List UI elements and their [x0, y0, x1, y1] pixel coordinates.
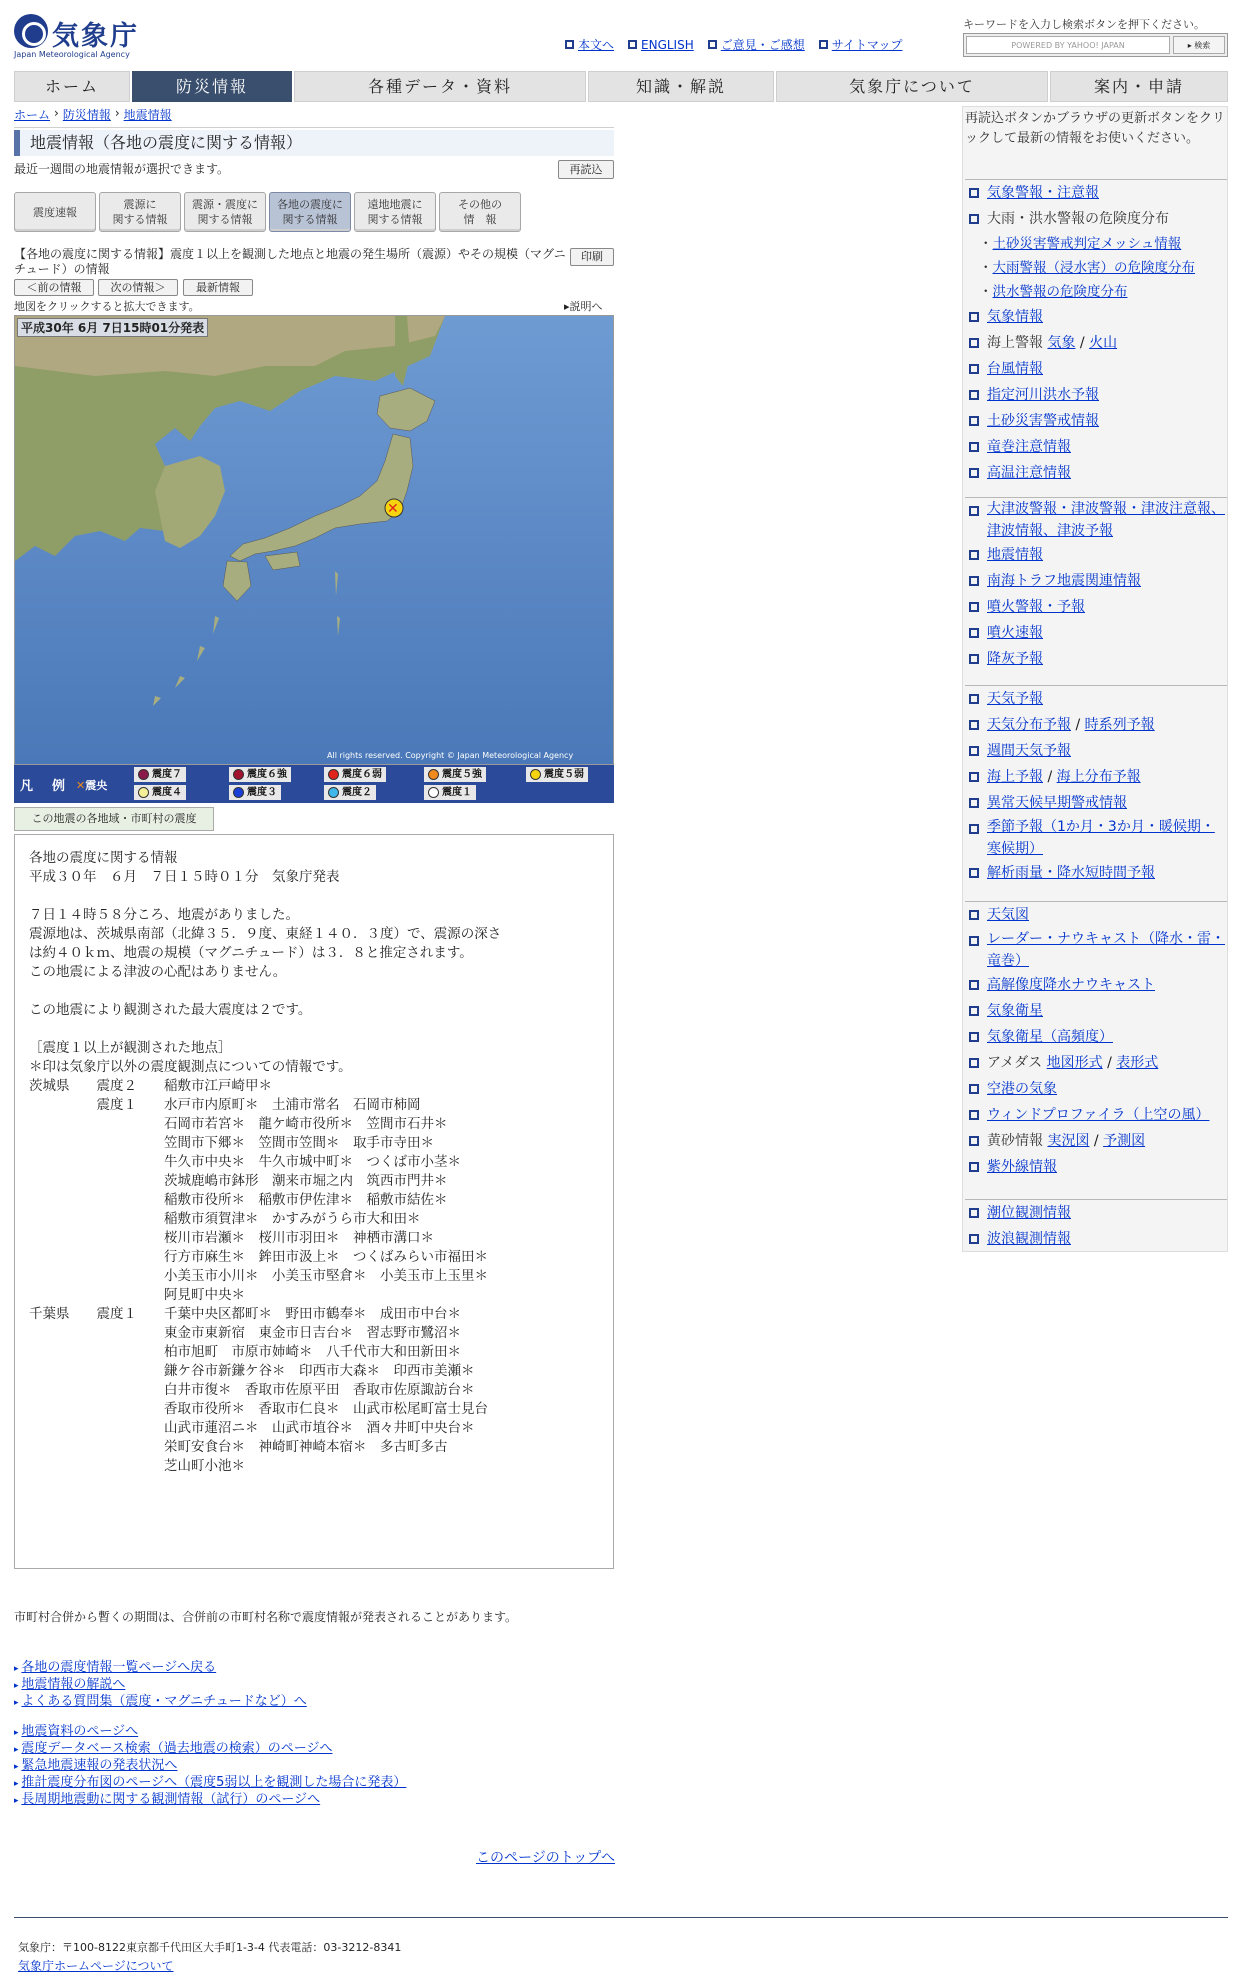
category-label: 遠地地震に [367, 198, 423, 211]
category-label: 関する情報 [112, 213, 168, 226]
sidebar-link[interactable]: 気象衛星（高頻度） [987, 1029, 1113, 1045]
breadcrumb-disaster[interactable]: 防災情報 [62, 108, 111, 122]
sidebar-subitem[interactable] [965, 232, 1227, 256]
sidebar-link[interactable]: 海上予報 [987, 769, 1043, 785]
map-timestamp: 平成30年 6月 7日15時01分発表 [17, 318, 208, 337]
intensity-dot-icon [428, 769, 439, 780]
sidebar-item[interactable] [965, 568, 1227, 594]
square-bullet-icon [969, 312, 979, 322]
square-bullet-icon [969, 1058, 979, 1068]
sidebar-group-marine [965, 1199, 1227, 1252]
square-bullet-icon [969, 628, 979, 638]
category-local-intensity[interactable] [269, 192, 351, 232]
sidebar-link[interactable]: 週間天気予報 [987, 743, 1071, 759]
square-bullet-icon [969, 936, 979, 946]
sidebar-link[interactable]: 火山 [1089, 335, 1118, 351]
sidebar-item[interactable] [965, 460, 1227, 486]
sidebar-item: 天気分布予報 / 時系列予報 [965, 712, 1227, 738]
sidebar-item: 海上警報 気象 / 火山 [965, 330, 1227, 356]
footer-address: 気象庁：〒100-8122東京都千代田区大手町1-3-4 代表電話：03-3212-8341 [18, 1941, 402, 1954]
intensity-dot-icon [328, 787, 339, 798]
square-bullet-icon [969, 1110, 979, 1120]
sidebar-item[interactable] [965, 542, 1227, 568]
legend-item [134, 785, 186, 800]
divider [14, 127, 614, 128]
sidebar-item[interactable] [965, 1024, 1227, 1050]
square-bullet-icon [969, 1006, 979, 1016]
header-link-sitemap[interactable] [819, 36, 903, 53]
square-bullet-icon [819, 40, 828, 49]
footer-about-link[interactable]: 気象庁ホームページについて [18, 1959, 174, 1973]
sidebar-group-forecast [965, 685, 1227, 886]
square-bullet-icon [969, 416, 979, 426]
intensity-dot-icon [233, 769, 244, 780]
sidebar-item[interactable] [965, 928, 1227, 972]
square-bullet-icon [969, 1084, 979, 1094]
sidebar-item [965, 206, 1227, 232]
nav-tab-data[interactable]: 各種データ・資料 [294, 71, 586, 102]
page-title: 地震情報（各地の震度に関する情報） [14, 130, 614, 156]
sidebar-item[interactable] [965, 1076, 1227, 1102]
search-input[interactable]: POWERED BY YAHOO! JAPAN [966, 36, 1170, 54]
print-button[interactable]: 印刷 [570, 248, 614, 266]
sidebar-group-weather-warnings [965, 179, 1227, 486]
search-form [963, 33, 1228, 57]
square-bullet-icon [969, 772, 979, 782]
sidebar-link[interactable]: 紫外線情報 [987, 1159, 1057, 1175]
category-label: 関する情報 [367, 213, 423, 226]
sidebar-link[interactable]: 気象衛星 [987, 1003, 1043, 1019]
link-eew-status[interactable]: 緊急地震速報の発表状況へ [21, 1758, 178, 1773]
footer-divider [14, 1917, 1228, 1918]
sidebar-item: アメダス 地図形式 / 表形式 [965, 1050, 1227, 1076]
legend-label: 震度３ [247, 787, 277, 798]
category-label: 震度速報 [33, 205, 77, 219]
square-bullet-icon [969, 550, 979, 560]
legend-title: 凡 例 [20, 779, 69, 794]
sidebar-link[interactable]: 降灰予報 [987, 651, 1043, 667]
sidebar-link[interactable]: 潮位観測情報 [987, 1205, 1071, 1221]
square-bullet-icon [969, 338, 979, 348]
header-link-feedback[interactable] [708, 36, 805, 53]
square-bullet-icon [969, 720, 979, 730]
sidebar-item[interactable] [965, 382, 1227, 408]
square-bullet-icon [969, 506, 979, 516]
legend-label: 震度６強 [247, 769, 287, 780]
sidebar-item[interactable] [965, 902, 1227, 928]
square-bullet-icon [969, 654, 979, 664]
category-label: 関する情報 [197, 213, 253, 226]
sidebar-link[interactable]: ・ 大雨警報（浸水害）の危険度分布 [992, 260, 1195, 276]
square-bullet-icon [565, 40, 574, 49]
sidebar-subitem[interactable] [965, 256, 1227, 280]
breadcrumb [14, 106, 172, 123]
category-distant[interactable] [354, 192, 436, 232]
category-intensity-flash[interactable] [14, 192, 96, 232]
square-bullet-icon [969, 824, 979, 834]
category-hypocenter[interactable] [99, 192, 181, 232]
sidebar-item[interactable] [965, 1154, 1227, 1180]
legend-label: 震度４ [152, 787, 182, 798]
sidebar-link[interactable]: 高温注意情報 [987, 465, 1071, 481]
legend-label: 震度７ [152, 769, 182, 780]
category-label: 関する情報 [282, 213, 338, 226]
legend-item [324, 785, 376, 800]
epicenter-marker-icon: ✕ [387, 501, 399, 517]
sidebar-link[interactable]: 表形式 [1116, 1055, 1159, 1071]
sidebar-item[interactable] [965, 356, 1227, 382]
logo-text[interactable]: 気象庁 [52, 21, 139, 52]
category-label: 震源・震度に [192, 198, 258, 211]
sidebar-note: 再読込ボタンかブラウザの更新ボタンをクリックして最新の情報をお使いください。 [965, 111, 1226, 146]
sidebar-link[interactable]: 大津波警報・津波警報・津波注意報、津波情報、津波予報 [987, 501, 1225, 539]
square-bullet-icon [969, 602, 979, 612]
merge-note: 市町村合併から暫くの期間は、合併前の市町村名称で震度情報が発表されることがあります。 [14, 1610, 518, 1624]
epicenter-x-icon: ✕ [76, 779, 86, 792]
sidebar [962, 106, 1228, 1252]
logo-subtext: Japan Meteorological Agency [14, 50, 130, 59]
sidebar-item[interactable] [965, 1102, 1227, 1128]
sidebar-link[interactable]: 噴火速報 [987, 625, 1043, 641]
header-link-english[interactable] [628, 36, 694, 53]
sidebar-link[interactable]: ・ 洪水警報の危険度分布 [992, 284, 1128, 300]
sidebar-group-earthquake [965, 497, 1227, 672]
sidebar-subitem[interactable] [965, 280, 1227, 304]
page-top-link[interactable]: このページのトップへ [476, 1850, 616, 1866]
intensity-dot-icon [328, 769, 339, 780]
sidebar-link[interactable]: 季節予報（1か月・3か月・暖候期・寒候期） [987, 819, 1215, 857]
sidebar-item[interactable] [965, 816, 1227, 860]
sidebar-link[interactable]: 高解像度降水ナウキャスト [987, 977, 1155, 993]
sidebar-item[interactable] [965, 620, 1227, 646]
square-bullet-icon [969, 1234, 979, 1244]
square-bullet-icon [969, 1162, 979, 1172]
explain-link[interactable]: ▸説明へ [564, 300, 603, 313]
legend-item [134, 767, 186, 782]
nav-tab-home[interactable]: ホーム [14, 71, 130, 102]
sidebar-link[interactable]: 天気予報 [987, 691, 1043, 707]
header-links [565, 36, 902, 53]
legend-label: 震度１ [442, 787, 472, 798]
square-bullet-icon [969, 214, 979, 224]
search-button[interactable]: ▸ 検索 [1173, 36, 1225, 54]
link-long-period[interactable]: 長周期地震動に関する観測情報（試行）のページへ [21, 1792, 321, 1807]
sidebar-link[interactable]: 波浪観測情報 [987, 1231, 1071, 1247]
jma-logo-icon[interactable] [14, 14, 48, 48]
map-hint: 地図をクリックすると拡大できます。 [14, 300, 200, 313]
sidebar-item[interactable] [965, 408, 1227, 434]
info-description: 【各地の震度に関する情報】震度１以上を観測した地点と地震の発生場所（震源）やその規模（マグニチュード）の情報 [14, 247, 566, 276]
sidebar-link[interactable]: 気象 [1047, 335, 1076, 351]
square-bullet-icon [969, 576, 979, 586]
category-other[interactable] [439, 192, 521, 232]
sidebar-label: 大雨・洪水警報の危険度分布 [987, 211, 1169, 227]
sidebar-item[interactable] [965, 304, 1227, 330]
square-bullet-icon [969, 390, 979, 400]
category-label: その他の [458, 198, 502, 211]
header-link-label[interactable]: ご意見・ご感想 [720, 38, 805, 52]
sidebar-link[interactable]: 海上分布予報 [1056, 769, 1141, 785]
legend-item [229, 767, 291, 782]
sidebar-link[interactable]: 気象警報・注意報 [987, 185, 1099, 201]
sidebar-link[interactable]: 気象情報 [987, 309, 1043, 325]
link-intensity-database[interactable]: 震度データベース検索（過去地震の検索）のページへ [21, 1741, 333, 1756]
sidebar-item[interactable] [965, 498, 1227, 542]
legend-item [229, 785, 281, 800]
legend-epicenter [76, 777, 107, 793]
sidebar-link[interactable]: ・ 土砂災害警戒判定メッシュ情報 [992, 236, 1182, 252]
sidebar-link[interactable]: 天気分布予報 [987, 717, 1071, 733]
square-bullet-icon [628, 40, 637, 49]
square-bullet-icon [969, 868, 979, 878]
sidebar-link[interactable]: 時系列予報 [1084, 717, 1155, 733]
square-bullet-icon [969, 1032, 979, 1042]
sidebar-item[interactable] [965, 434, 1227, 460]
header-link-label[interactable]: サイトマップ [831, 38, 903, 52]
link-faq[interactable]: よくある質問集（震度・マグニチュードなど）へ [21, 1694, 307, 1709]
square-bullet-icon [969, 798, 979, 808]
next-info-button[interactable]: 次の情報＞ [98, 279, 178, 296]
intensity-dot-icon [138, 769, 149, 780]
sidebar-link[interactable]: 竜巻注意情報 [987, 439, 1071, 455]
sidebar-link[interactable]: 予測図 [1103, 1133, 1146, 1149]
sidebar-label: 黄砂情報 [987, 1133, 1043, 1149]
seismic-map[interactable] [14, 315, 614, 765]
sidebar-link[interactable]: 地図形式 [1046, 1055, 1103, 1071]
sidebar-link[interactable]: 異常天候早期警戒情報 [987, 795, 1127, 811]
nav-tab-knowledge[interactable]: 知識・解説 [588, 71, 774, 102]
legend-label: 震度６弱 [342, 769, 382, 780]
sidebar-item: 黄砂情報 実況図 / 予測図 [965, 1128, 1227, 1154]
sidebar-item[interactable] [965, 1226, 1227, 1252]
related-links-b [14, 1724, 406, 1809]
sidebar-label: アメダス [987, 1055, 1043, 1071]
legend-item [424, 767, 486, 782]
sidebar-link[interactable]: 土砂災害警戒情報 [987, 413, 1099, 429]
legend-item [324, 767, 386, 782]
chevron-right-icon: › [114, 106, 120, 120]
map-graphic [15, 316, 614, 765]
breadcrumb-earthquake[interactable]: 地震情報 [123, 108, 172, 122]
legend-item [526, 767, 588, 782]
map-legend [14, 765, 614, 803]
chevron-right-icon: › [54, 106, 59, 120]
intensity-dot-icon [530, 769, 541, 780]
square-bullet-icon [969, 694, 979, 704]
latest-info-button[interactable]: 最新情報 [183, 279, 253, 296]
category-buttons [14, 192, 521, 232]
square-bullet-icon [969, 364, 979, 374]
related-links-a [14, 1660, 307, 1711]
sidebar-link[interactable]: 解析雨量・降水短時間予報 [987, 865, 1155, 881]
square-bullet-icon [969, 188, 979, 198]
legend-item [424, 785, 476, 800]
sidebar-link[interactable]: 指定河川洪水予報 [987, 387, 1099, 403]
sidebar-label: 海上警報 [987, 335, 1043, 351]
link-explanation[interactable]: 地震情報の解説へ [21, 1677, 126, 1692]
header-link-label[interactable]: 本文へ [578, 38, 615, 52]
link-earthquake-data[interactable]: 地震資料のページへ [21, 1724, 139, 1739]
prev-info-button[interactable]: ＜前の情報 [14, 279, 94, 296]
intensity-dot-icon [138, 787, 149, 798]
report-text: 各地の震度に関する情報 平成３０年 ６月 ７日１５時０１分 気象庁発表 ７日１４時５８分ころ、地震がありました。 震源地は、茨城県南部（北緯３５．９度、東経１４０．３度）で、震源の深さ は約４０ｋｍ、地震の規模（マグニチュード）は３．８と推定されます。 この地震による津波の心配はありません。 この地震により観測された最大震度は２です。 ［震度１以上が観測された地点］ ＊印は気象庁以外の震度観測点についての情報です。 茨城県 震度２ 稲敷市江戸崎甲＊ 震度１ 水戸市内原町＊ 土浦市常名 石岡市柿岡 石岡市若宮＊ 龍ケ崎市役所＊ 笠間市石井＊ 笠間市下郷＊ 笠間市笠間＊ 取手市寺田＊ 牛久市中央＊ 牛久市城中町＊ つくば市小茎＊ 茨城鹿嶋市鉢形 潮来市堀之内 筑西市門井＊ 稲敷市役所＊ 稲敷市伊佐津＊ 稲敷市結佐＊ 稲敷市須賀津＊ かすみがうら市大和田＊ 桜川市岩瀬＊ 桜川市羽田＊ 神栖市溝口＊ 行方市麻生＊ 鉾田市汲上＊ つくばみらい市福田＊ 小美玉市小川＊ 小美玉市堅倉＊ 小美玉市上玉里＊ 阿見町中央＊ 千葉県 震度１ 千葉中央区都町＊ 野田市鶴奉＊ 成田市中台＊ 東金市東新宿 東金市日吉台＊ 習志野市鷺沼＊ 柏市旭町 市原市姉崎＊ 八千代市大和田新田＊ 鎌ケ谷市新鎌ケ谷＊ 印西市大森＊ 印西市美瀬＊ 白井市復＊ 香取市佐原平田 香取市佐原諏訪台＊ 香取市役所＊ 香取市仁良＊ 山武市松尾町富士見台 山武市蓮沼ニ＊ 山武市埴谷＊ 酒々井町中央台＊ 栄町安食台＊ 神崎町神崎本宿＊ 多古町多古 芝山町小池＊ [14, 834, 614, 1569]
square-bullet-icon [969, 442, 979, 452]
sidebar-link[interactable]: 南海トラフ地震関連情報 [987, 573, 1141, 589]
sidebar-group-observation [965, 901, 1227, 1180]
square-bullet-icon [969, 468, 979, 478]
sidebar-item[interactable] [965, 998, 1227, 1024]
square-bullet-icon [969, 746, 979, 756]
sidebar-link[interactable]: 地震情報 [987, 547, 1043, 563]
intensity-dot-icon [428, 787, 439, 798]
sidebar-item[interactable] [965, 1200, 1227, 1226]
category-label: 震源に [123, 198, 157, 211]
global-nav [14, 71, 1228, 102]
link-intensity-list[interactable]: 各地の震度情報一覧ページへ戻る [21, 1660, 217, 1675]
header-link-main[interactable] [565, 36, 614, 53]
square-bullet-icon [708, 40, 717, 49]
sidebar-link[interactable]: 台風情報 [987, 361, 1043, 377]
legend-label: 震度２ [342, 787, 372, 798]
square-bullet-icon [969, 1208, 979, 1218]
reload-button[interactable]: 再読込 [558, 160, 614, 179]
sidebar-item[interactable] [965, 646, 1227, 672]
legend-epicenter-label: 震央 [85, 779, 108, 792]
sidebar-item[interactable] [965, 180, 1227, 206]
sidebar-link[interactable]: ウィンドプロファイラ（上空の風） [987, 1107, 1210, 1123]
nav-tab-about[interactable]: 気象庁について [776, 71, 1048, 102]
legend-label: 震度５弱 [544, 769, 584, 780]
tab-municipal-intensity[interactable]: この地震の各地域・市町村の震度 [14, 807, 214, 831]
legend-label: 震度５強 [442, 769, 482, 780]
breadcrumb-home[interactable]: ホーム [14, 108, 51, 122]
header-link-label[interactable]: ENGLISH [641, 37, 694, 52]
sidebar-item[interactable] [965, 594, 1227, 620]
nav-tab-guide[interactable]: 案内・申請 [1050, 71, 1228, 102]
sidebar-link[interactable]: 実況図 [1047, 1133, 1090, 1149]
nav-tab-disaster[interactable]: 防災情報 [132, 71, 292, 102]
sidebar-item[interactable] [965, 686, 1227, 712]
sidebar-item[interactable] [965, 738, 1227, 764]
category-label: 各地の震度に [277, 198, 343, 211]
search-note: キーワードを入力し検索ボタンを押下ください。 [963, 18, 1205, 31]
link-estimated-map[interactable]: 推計震度分布図のページへ（震度5弱以上を観測した場合に発表） [21, 1775, 407, 1790]
category-hypocenter-intensity[interactable] [184, 192, 266, 232]
sidebar-link[interactable]: 天気図 [987, 907, 1029, 923]
square-bullet-icon [969, 1136, 979, 1146]
sidebar-item: 海上予報 / 海上分布予報 [965, 764, 1227, 790]
sidebar-item[interactable] [965, 972, 1227, 998]
square-bullet-icon [969, 980, 979, 990]
sidebar-link[interactable]: 噴火警報・予報 [987, 599, 1085, 615]
page-subtitle: 最近一週間の地震情報が選択できます。 [14, 162, 230, 176]
sidebar-item[interactable] [965, 790, 1227, 816]
sidebar-link[interactable]: 空港の気象 [987, 1081, 1057, 1097]
intensity-dot-icon [233, 787, 244, 798]
map-copyright: All rights reserved. Copyright © Japan Meteorological Agency [327, 751, 574, 760]
sidebar-item[interactable] [965, 860, 1227, 886]
sidebar-link[interactable]: レーダー・ナウキャスト（降水・雷・竜巻） [987, 931, 1225, 969]
square-bullet-icon [969, 910, 979, 920]
category-label: 情 報 [463, 213, 497, 226]
